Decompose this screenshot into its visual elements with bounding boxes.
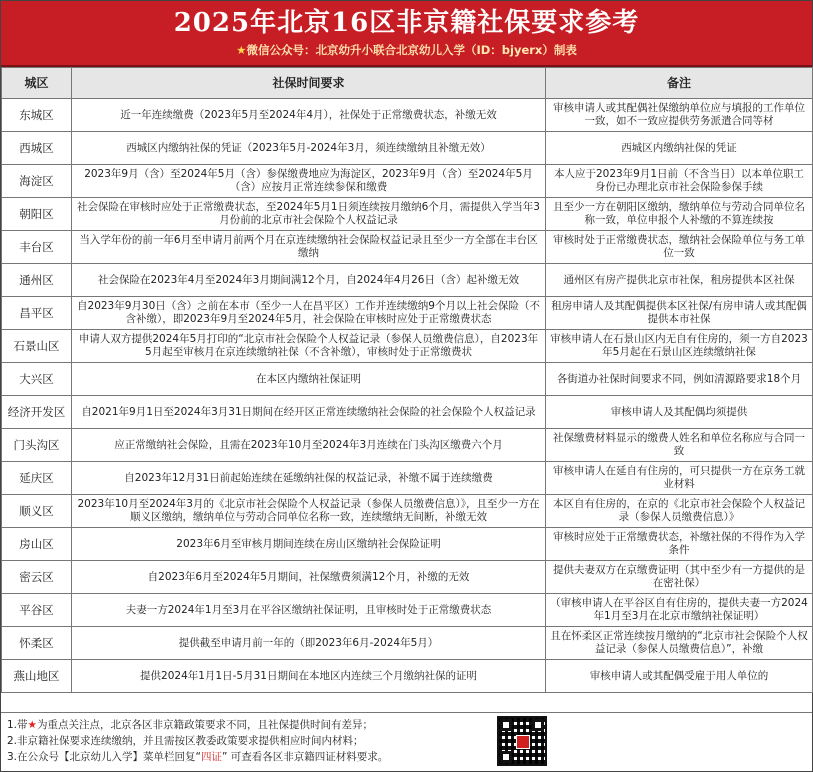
table-row	[2, 528, 813, 561]
cell-district: 西城区	[2, 132, 72, 165]
footer-notes	[1, 712, 812, 771]
notes-list	[7, 717, 388, 765]
table-row	[2, 297, 813, 330]
table-row	[2, 495, 813, 528]
cell-requirement: 近一年连续缴费（2023年5月至2024年4月），社保处于正常缴费状态，补缴无效	[72, 99, 546, 132]
cell-requirement: 提供2024年1月1日-5月31日期间在本地区内连续三个月缴纳社保的证明	[72, 660, 546, 693]
cell-requirement: 自2023年12月31日前起始连续在延缴纳社保的权益记录，补缴不属于连续缴费	[72, 462, 546, 495]
table-row	[2, 627, 813, 660]
page-subtitle	[1, 41, 812, 59]
cell-district: 燕山地区	[2, 660, 72, 693]
keyword-highlight: 四证	[200, 751, 222, 763]
cell-district: 东城区	[2, 99, 72, 132]
cell-requirement: 社会保险在审核时应处于正常缴费状态，至2024年5月1日须连续按月缴纳6个月，需提供入学当年3月份前的北京市社会保险个人权益记录	[72, 198, 546, 231]
star-icon: ★	[27, 719, 37, 731]
cell-remark: 提供夫妻双方在京缴费证明（其中至少有一方提供的是在密社保）	[546, 561, 813, 594]
cell-requirement: 自2023年6月至2024年5月期间，社保缴费须满12个月，补缴的无效	[72, 561, 546, 594]
cell-remark: 审核时处于正常缴费状态，缴纳社会保险单位与务工单位一致	[546, 231, 813, 264]
cell-requirement: 提供截至申请月前一年的（即2023年6月-2024年5月）	[72, 627, 546, 660]
cell-remark: 审核申请人在延自有住房的，可只提供一方在京务工就业材料	[546, 462, 813, 495]
cell-requirement: 在本区内缴纳社保证明	[72, 363, 546, 396]
cell-requirement: 社会保险在2023年4月至2024年3月期间满12个月，自2024年4月26日（含）起补缴无效	[72, 264, 546, 297]
cell-district: 海淀区	[2, 165, 72, 198]
table-row	[2, 165, 813, 198]
cell-requirement: 当入学年份的前一年6月至申请月前两个月在京连续缴纳社会保险权益记录且至少一方全部在丰台区缴纳	[72, 231, 546, 264]
table-row	[2, 330, 813, 363]
table-header-row	[2, 68, 813, 99]
qr-code-icon	[497, 716, 547, 766]
cell-remark: 社保缴费材料显示的缴费人姓名和单位名称应与合同一致	[546, 429, 813, 462]
cell-remark: 且至少一方在朝阳区缴纳，缴纳单位与劳动合同单位名称一致，单位申报个人补缴的不算连续按	[546, 198, 813, 231]
table-row	[2, 660, 813, 693]
note-1: 1.带★为重点关注点，北京各区非京籍政策要求不同，且社保提供时间有差异；	[7, 719, 373, 731]
cell-requirement: 申请人双方提供2024年5月打印的“北京市社会保险个人权益记录（参保人员缴费信息），自2023年5月起至审核月在京连续缴纳社保（不含补缴），审核时处于正常缴费状	[72, 330, 546, 363]
cell-district: 顺义区	[2, 495, 72, 528]
cell-district: 房山区	[2, 528, 72, 561]
cell-remark: 审核申请人或其配偶受雇于用人单位的	[546, 660, 813, 693]
table-row	[2, 231, 813, 264]
cell-remark: 审核申请人或其配偶社保缴纳单位应与填报的工作单位一致，如不一致应提供劳务派遣合同等材	[546, 99, 813, 132]
note-3: 3.在公众号【北京幼儿入学】菜单栏回复“四证” 可查看各区非京籍四证材料要求。	[7, 751, 389, 763]
cell-district: 密云区	[2, 561, 72, 594]
table-row	[2, 99, 813, 132]
title-banner	[1, 1, 812, 67]
cell-remark: 审核申请人在石景山区内无自有住房的，须一方自2023年5月起在石景山区连续缴纳社保	[546, 330, 813, 363]
cell-district: 怀柔区	[2, 627, 72, 660]
table-row	[2, 264, 813, 297]
cell-remark: 租房申请人及其配偶提供本区社保/有房申请人或其配偶提供本市社保	[546, 297, 813, 330]
cell-district: 门头沟区	[2, 429, 72, 462]
cell-district: 延庆区	[2, 462, 72, 495]
header-remark: 备注	[546, 68, 813, 99]
cell-remark: 审核时应处于正常缴费状态，补缴社保的不得作为入学条件	[546, 528, 813, 561]
page-title: 2025年北京16区非京籍社保要求参考	[173, 8, 640, 38]
cell-remark: 本人应于2023年9月1日前（不含当日）以本单位职工身份已办理北京市社会保险参保手续	[546, 165, 813, 198]
cell-requirement: 夫妻一方2024年1月至3月在平谷区缴纳社保证明，且审核时处于正常缴费状态	[72, 594, 546, 627]
cell-remark: 审核申请人及其配偶均须提供	[546, 396, 813, 429]
table-row	[2, 594, 813, 627]
header-requirement: 社保时间要求	[72, 68, 546, 99]
table-row	[2, 363, 813, 396]
cell-district: 大兴区	[2, 363, 72, 396]
cell-district: 通州区	[2, 264, 72, 297]
table-row	[2, 396, 813, 429]
table-row	[2, 561, 813, 594]
cell-district: 经济开发区	[2, 396, 72, 429]
social-security-table	[1, 67, 813, 693]
table-row	[2, 462, 813, 495]
note-2: 2.非京籍社保要求连续缴纳，并且需按区教委政策要求提供相应时间内材料；	[7, 735, 364, 747]
cell-requirement: 2023年10月至2024年3月的《北京市社会保险个人权益记录（参保人员缴费信息）》，且至少一方在顺义区缴纳，缴纳单位与劳动合同单位名称一致，连续缴纳无间断，补缴无效	[72, 495, 546, 528]
table-row	[2, 429, 813, 462]
cell-remark: （审核申请人在平谷区自有住房的，提供夫妻一方2024年1月至3月在北京市缴纳社保证明）	[546, 594, 813, 627]
cell-requirement: 自2021年9月1日至2024年3月31日期间在经开区正常连续缴纳社会保险的社会保险个人权益记录	[72, 396, 546, 429]
cell-requirement: 自2023年9月30日（含）之前在本市（至少一人在昌平区）工作并连续缴纳9个月以上社会保险（不含补缴），即2023年9月至2024年5月，社会保险在审核时应处于正常缴费状态	[72, 297, 546, 330]
cell-requirement: 西城区内缴纳社保的凭证（2023年5月-2024年3月，须连续缴纳且补缴无效）	[72, 132, 546, 165]
cell-remark: 本区自有住房的，在京的《北京市社会保险个人权益记录（参保人员缴费信息）》	[546, 495, 813, 528]
cell-district: 昌平区	[2, 297, 72, 330]
cell-district: 丰台区	[2, 231, 72, 264]
cell-remark: 西城区内缴纳社保的凭证	[546, 132, 813, 165]
cell-remark: 通州区有房产提供北京市社保，租房提供本区社保	[546, 264, 813, 297]
header-district: 城区	[2, 68, 72, 99]
star-icon: ★	[236, 43, 247, 57]
cell-remark: 且在怀柔区正常连续按月缴纳的“北京市社会保险个人权益记录（参保人员缴费信息）”，补缴	[546, 627, 813, 660]
cell-remark: 各街道办社保时间要求不同，例如清源路要求18个月	[546, 363, 813, 396]
table-row	[2, 198, 813, 231]
cell-district: 朝阳区	[2, 198, 72, 231]
table-row	[2, 132, 813, 165]
cell-district: 石景山区	[2, 330, 72, 363]
cell-requirement: 应正常缴纳社会保险，且需在2023年10月至2024年3月连续在门头沟区缴费六个月	[72, 429, 546, 462]
subtitle-text: 微信公众号：北京幼升小联合北京幼儿入学（ID：bjyerx）制表	[246, 43, 577, 57]
cell-requirement: 2023年6月至审核月期间连续在房山区缴纳社会保险证明	[72, 528, 546, 561]
cell-district: 平谷区	[2, 594, 72, 627]
cell-requirement: 2023年9月（含）至2024年5月（含）参保缴费地应为海淀区，2023年9月（含）至2024年5月（含）应按月正常连续参保和缴费	[72, 165, 546, 198]
